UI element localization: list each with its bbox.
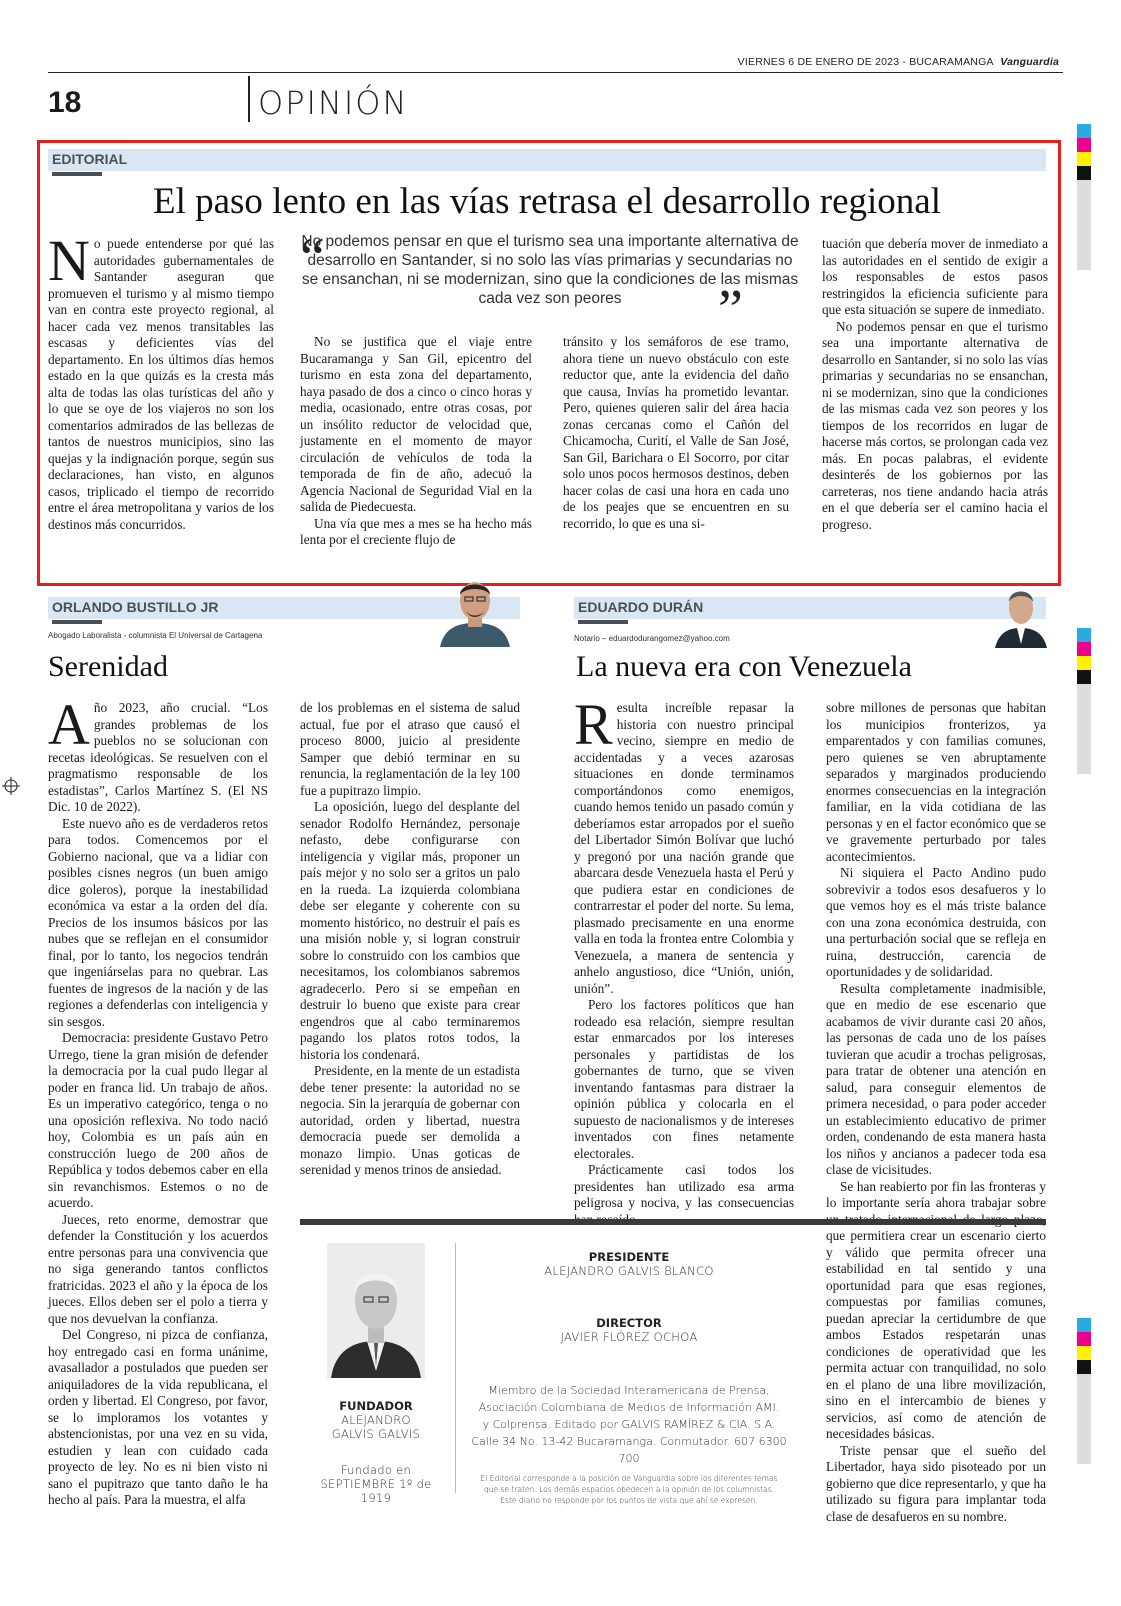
author-photo	[430, 573, 520, 647]
color-registration-strip	[1077, 1318, 1091, 1464]
editorial-label: EDITORIAL	[52, 151, 128, 167]
editorial-pullquote: No podemos pensar en que el turismo sea una importante alternativa de desarrollo en Santander, si no solo las vías primarias y secundarias no se ensanchan, ni se modernizan, sino que la condiciones de las mismas cada vez son peores	[301, 233, 799, 307]
editorial-column-3	[563, 334, 789, 532]
editorial-paragraph: o puede entenderse por qué las autoridades gubernamentales de Santander aseguran que promueven el turismo y al mismo tiempo van en contra este proyecto regional, al hacer cada vez menos transitables las escasas y deficientes vías del departamento. En los últimos días hemos estado en la que quizás es la cresta más alta de todas las olas turísticas del año y lo que se oye de los viajeros no son los comentarios admirados de las bellezas de tantos de nuestros municipios, sino las quejas y la indignación porque, según sus declaraciones, han visto, en algunos casos, triplicado el tiempo de recorrido entre el área metropolitana y varios de los destinos más concurridos.	[48, 236, 274, 532]
membership-line: y Colprensa. Editado por GALVIS RAMÍREZ & CIA. S.A.	[482, 1418, 776, 1431]
disclaimer-line: Este diario no responde por los puntos de vista que ahí se expresen.	[500, 1496, 758, 1505]
address-line: Calle 34 No. 13-42 Bucaramanga. Conmutador. 607 6300 700	[471, 1435, 787, 1465]
membership-block	[462, 1382, 796, 1467]
column-paragraph: Prácticamente casi todos los presidentes han utilizado esa arma peligrosa y nociva, y las consecuencias	[574, 1162, 794, 1210]
editorial-paragraph: No se justifica que el viaje entre Bucaramanga y San Gil, epicentro del turismo en esta zona del departamento, haya pasado de dos a cinco o cinco horas y media, ocasionado, entre otras cosas, por un insólito reductor de velocidad que, justamente en el momento de mayor circulación de vehículos de toda la temporada de fin de año, adecuó la Agencia Nacional de Seguridad Vial en la salida de Piedecuesta.	[300, 334, 532, 514]
editorial-title: El paso lento en las vías retrasa el desarrollo regional	[152, 181, 942, 222]
editorial-paragraph: tránsito y los semáforos de ese tramo, ahora tiene un nuevo obstáculo con este reductor que, ante la evidencia del daño que causa, Invías ha prometido levantar. Pero, quienes quieren salir del área hacia zonas cercanas como el Cañón del Chicamocha, Curití, el Valle de San José, San Gil, Barichara o El Socorro, por citar solo unos pocos hermosos destinos, deben hacer colas de casi una hora en cada uno de los peajes que se encuentren en su recorrido, lo que es una si-	[563, 334, 789, 531]
column-title: Serenidad	[48, 650, 168, 683]
dropcap: A	[48, 692, 90, 757]
editorial-paragraph: Una vía que mes a mes se ha hecho más lenta por el creciente flujo de	[300, 515, 532, 547]
editorial-column-4	[822, 236, 1048, 533]
dateline	[738, 56, 1059, 68]
editorial-column-1	[48, 228, 274, 533]
dropcap: R	[574, 692, 613, 757]
column-paragraph: Se han reabierto por fin las fronteras y lo importante sería ahora trabajar sobre que permitiera crear un escenario cierto y válido que permita ofrecer una estabilidad en tal sentido y una oportunidad para que esas regiones, compuestas por familias comunes, puedan apreciar la certidumbre de que ambos Estados respetarán unas condiciones de operatividad que les permita actuar con tranquilidad, no solo en el plano de una libre movilización, sino en el intercambio de bienes y servicios, así como de atención de necesidades básicas.	[826, 1178, 1046, 1441]
author-photo	[995, 582, 1047, 648]
dateline-text: VIERNES 6 DE ENERO DE 2023 - BUCARAMANGA	[737, 56, 994, 68]
founder-name: GALVIS GALVIS	[331, 1427, 421, 1441]
disclaimer-line: El Editorial corresponde a la posición de Vanguardia sobre los diferentes temas	[480, 1474, 778, 1483]
editorial-column-2	[300, 334, 532, 549]
author-name: ORLANDO BUSTILLO JR	[52, 599, 219, 615]
color-registration-strip	[1077, 628, 1091, 774]
column-paragraph: sobre millones de personas que habitan los municipios fronterizos, ya emparentados y con familias comunes, pero quienes se ven abruptamente separados y marginados produciendo enormes consecuencias en la integración familiar, en la vida cotidiana de las personas y en el factor económico que se ve gravemente perturbado por tales acontecimientos.	[826, 700, 1046, 864]
column-paragraph: Democracia: presidente Gustavo Petro Urrego, tiene la gran misión de defender la democracia por la cual pudo llegar al poder en franca lid. Un trabajo de años. Es un imperativo categórico, tenga o no una oposición reflexiva. No todo nació hoy, Colombia es un país aún en construcción luego de 200 años de República y todos debemos caber en ella sin revanchismos. Estemos o no de acuerdo.	[48, 1030, 268, 1210]
column-paragraph: ño 2023, año crucial. “Los grandes problemas de los pueblos no se solucionan con recetas ideológicas. Se resuelven con el pragmatismo responsable de los estadistas”, Carlos Martínez S. (El NS Dic. 10 de 2022).	[48, 700, 268, 814]
column-paragraph: La oposición, luego del desplante del senador Rodolfo Hernández, personaje nefasto, debe configurarse con inteligencia y vigilar más, proponer un país mejor y no solo ser a gritos un palo en la rueda. La izquierda colombiana debe ser elegante y coherente con su momento histórico, no destruir el país es una misión noble y, si logran construir sobre lo construido con los cambios que necesitamos, los colombianos sabremos agradecerlo. Pero si se empeñan en destruir lo bueno que existe para crear engendros que al cabo terminaremos pagando los platos rotos todos, la historia los condenará.	[300, 799, 520, 1062]
dropcap: N	[48, 228, 90, 293]
president-name: ALEJANDRO GALVIS BLANCO	[544, 1264, 714, 1278]
column-right-text-1	[574, 692, 794, 1228]
column-paragraph: Presidente, en la mente de un estadista debe tener presente: la autoridad no se negocia. Sin la jerarquía de gobernar con autoridad, orden y libertad, nuestra democracia puede ser demolida a monazo limpio. Unas goticas de serenidad y menos trinos de ansiedad.	[300, 1063, 520, 1177]
founder-heading: FUNDADOR	[339, 1399, 413, 1413]
author-role: Notario – eduardodurangomez@yahoo.com	[574, 634, 730, 643]
director-heading: DIRECTOR	[596, 1316, 662, 1330]
masthead-rule	[48, 72, 1063, 73]
column-left-text-2	[300, 700, 520, 1179]
editorial-label-band	[48, 149, 1046, 171]
board-rule	[300, 1219, 1046, 1225]
column-right-text-2	[826, 700, 1046, 1525]
disclaimer-line: que se traten. Los demás espacios obedecen a la opinión de los columnistas.	[484, 1485, 774, 1494]
editorial-label-bar	[52, 172, 102, 176]
author-name: EDUARDO DURÁN	[578, 599, 704, 615]
column-paragraph: Resulta completamente inadmisible, que en medio de ese escenario que acabamos de vivir durante casi 20 años, las personas de cada uno de los países tuvieran que acudir a trochas peligrosas, para tratar de obtener una atención en salud, para conseguir elementos de primera necesidad, o para poder acceder un establecimiento educativo de primer orden, condenando de esta manera hasta los niños y ancianos a padecer toda esa clase de vicisitudes.	[826, 980, 1046, 1177]
disclaimer-block	[462, 1473, 796, 1506]
open-quote-icon: “	[300, 227, 325, 289]
membership-line: Miembro de la Sociedad Interamericana de Prensa,	[488, 1384, 770, 1397]
board-divider	[455, 1243, 456, 1493]
crosshair-icon	[2, 777, 20, 795]
column-paragraph: Triste pensar que el sueño del Libertador, haya sido pisoteado por un gobierno que dice representarlo, y que ha utilizado su figura para implantar toda clase de desafueros en su nombre.	[826, 1442, 1046, 1524]
column-paragraph: Ni siquiera el Pacto Andino pudo sobrevivir a todos esos desafueros y lo que vemos hoy es el más triste balance con una zona económica destruida, con una perturbación social que se refleja en ruina, destrucción, carencia de oportunidades y de solidaridad.	[826, 865, 1046, 979]
author-bar	[52, 620, 102, 624]
founded-date: SEPTIEMBRE 1º de 1919	[320, 1477, 432, 1505]
membership-line: Asociación Colombiana de Medios de Información AMI.	[478, 1401, 780, 1414]
founded-label: Fundado en	[340, 1463, 412, 1477]
color-registration-strip	[1077, 124, 1091, 270]
column-paragraph: Este nuevo año es de verdaderos retos para todos. Comencemos por el Gobierno nacional, que va a lidiar con posibles cisnes negros (un buen amigo dice goleros), porque la inestabilidad económica va estar a la orden del día. Precios de los insumos básicos por las nubes que se reflejan en el consumidor final, por lo tanto, los negocios tendrán que ingeniárselas para no quebrar. Las fuentes de ingresos de la nación y de las regiones a defenderlas con inteligencia y sin sesgos.	[48, 815, 268, 1029]
editorial-paragraph: tuación que debería mover de inmediato a las autoridades en el sentido de exigir a los responsables de estos pasos restringidos la eficiencia suficiente para que esta situación se supere de inmediato.	[822, 236, 1048, 317]
close-quote-icon: ”	[718, 279, 743, 341]
founder-photo	[327, 1243, 425, 1378]
director-block	[470, 1316, 788, 1344]
director-name: JAVIER FLÓREZ OCHOA	[560, 1330, 698, 1344]
editorial-paragraph: No podemos pensar en que el turismo sea una importante alternativa de desarrollo en Santander, si no solo las vías primarias y secundarias no se ensanchan, ni se modernizan, sino que la condiciones de las mismas cada vez son peores y los tiempos de los recorridos en lugar de hacerse más cortos, se prolongan cada vez más. En pocas palabras, el evidente desinterés de los gobiernos por las carreteras, nos tiene andando hacia atrás en el que debería ser el camino hacia el progreso.	[822, 318, 1048, 532]
president-block	[470, 1250, 788, 1278]
column-paragraph: Pero los factores políticos que han rodeado esa relación, siempre resultan estar enmarcados por los intereses personales y partidistas de los gobernantes de turno, que se viven inventando fantasmas para distraer la opinión pública y colocarla en el supuesto de nacionalismos y de intereses inventados con fines netamente electorales.	[574, 997, 794, 1161]
column-left-text-1	[48, 692, 268, 1509]
president-heading: PRESIDENTE	[588, 1250, 670, 1264]
section-title: OPINIÓN	[258, 84, 409, 122]
brand-logo: Vanguardia	[1000, 56, 1059, 68]
page-number: 18	[48, 86, 82, 119]
author-role: Abogado Laboralista - columnista El Universal de Cartagena	[48, 631, 263, 640]
founder-block	[315, 1399, 437, 1505]
column-paragraph: Jueces, reto enorme, demostrar que defender la Constitución y los acuerdos entre personas para una convivencia que no siga generando tantos conflictos fratricidas. 2023 el año y la época de los jueces. Ellos deben ser el polo a tierra y que nos devuelvan la confianza.	[48, 1211, 268, 1326]
column-title: La nueva era con Venezuela	[576, 650, 912, 683]
section-divider	[248, 76, 250, 122]
column-paragraph: de los problemas en el sistema de salud actual, fue por el atraso que causó el proceso 8000, juicio al presidente Samper que debió terminar en su renuncia, la reglamentación de la ley 100 fue a pupitrazo limpio.	[300, 700, 520, 798]
founder-name: ALEJANDRO	[341, 1413, 411, 1427]
column-paragraph: Del Congreso, ni pizca de confianza, hoy entregado casi en forma unánime, avasallador a postulados que pueden ser aniquiladores de la vida republicana, el orden y libertad. El Congreso, por favor, se lo imploramos los votantes y abstencionistas, por una vez en su vida, estudien y lean con cuidado cada proyecto de ley. No es ni bien visto ni sano el pupitrazo que tanto daño le ha hecho al país. Para la muestra, el alfa	[48, 1327, 268, 1507]
author-bar	[578, 620, 628, 624]
column-paragraph: esulta increíble repasar la historia con nuestro principal vecino, siempre en medio de accidentadas y a veces azarosas situaciones en donde terminamos comportándonos como enemigos, cuando hemos tenido un pasado común y deberíamos estar arropados por el sueño del Libertador Simón Bolívar que luchó y pregonó por una nación grande que abarcara desde Venezuela hasta el Perú y que pudiera estar en condiciones de contrarrestar el poder del norte. Su lema, plasmado precisamente en una enorme valla en toda la frontea entre Colombia y Venezuela, a manera de sentencia y anhelo angustioso, dice “Unión, unión, unión”.	[574, 700, 794, 996]
